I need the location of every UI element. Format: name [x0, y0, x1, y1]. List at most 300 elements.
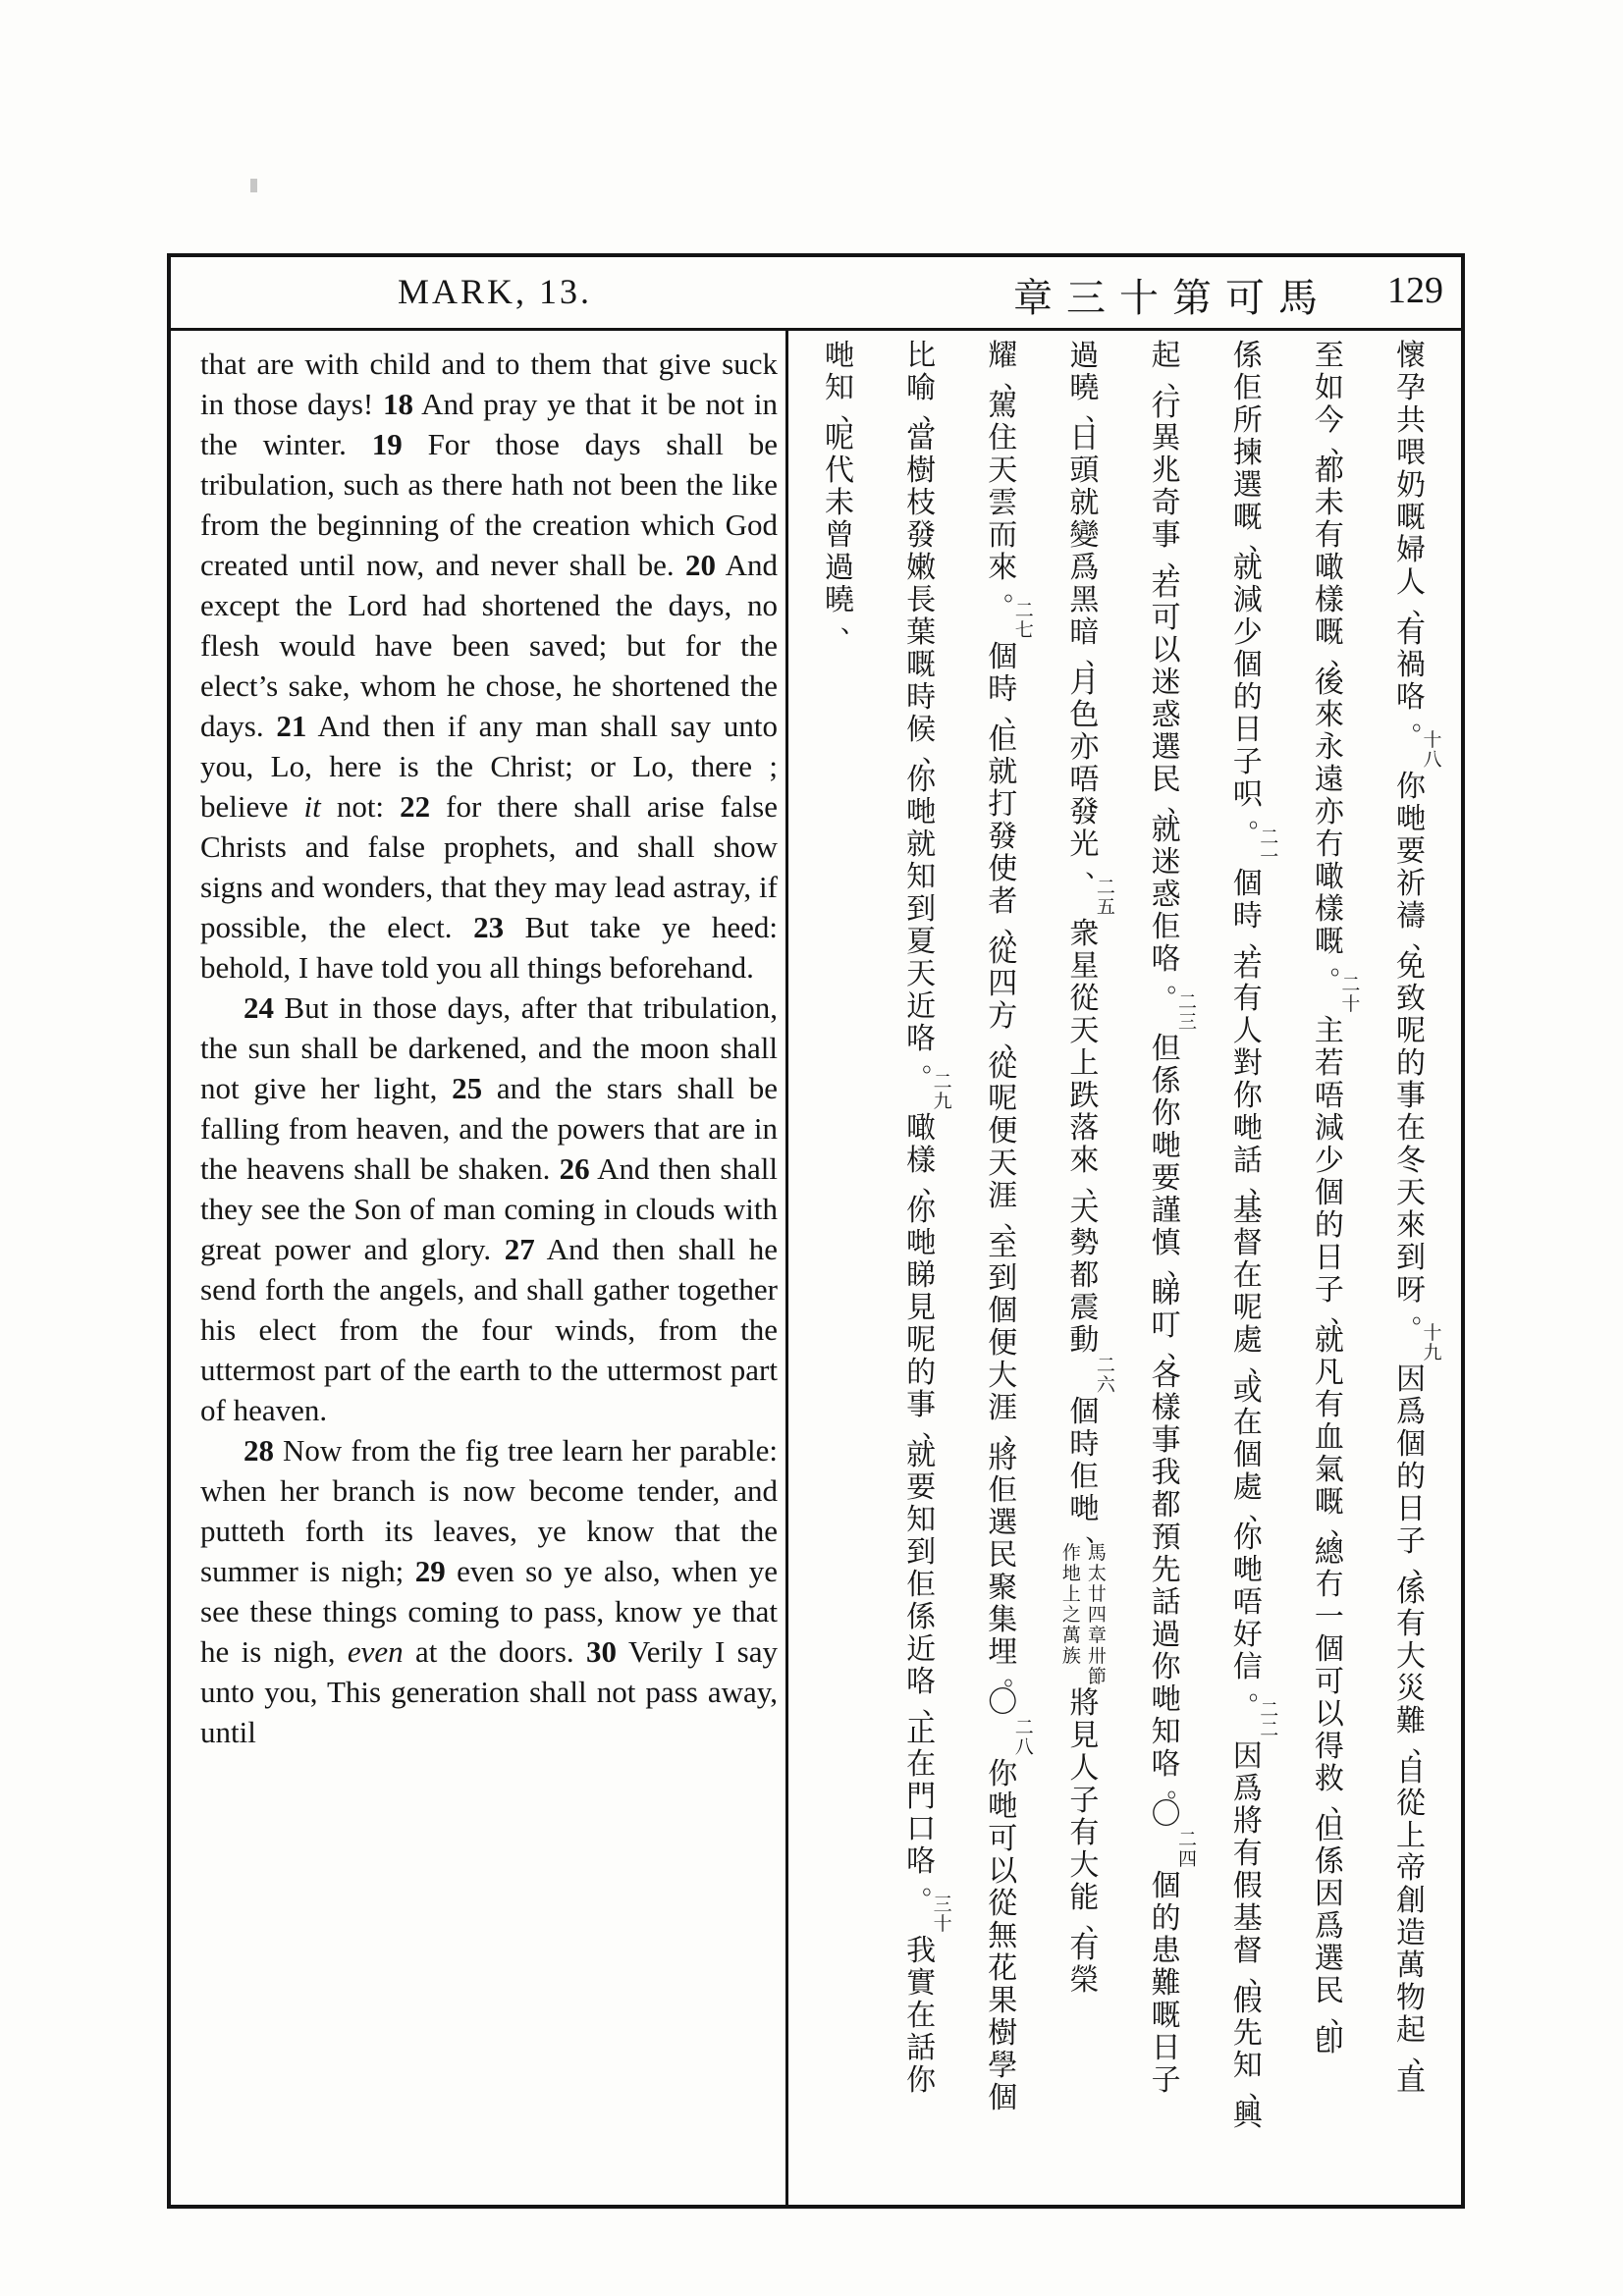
cjk-char: 以: [1314, 1698, 1344, 1731]
cjk-char: 要: [1395, 835, 1426, 868]
cjk-char: 總: [1314, 1536, 1344, 1569]
cjk-char: 衆: [1069, 918, 1100, 950]
cjk-char: 曾: [825, 519, 854, 552]
cjk-char: 天: [1395, 1177, 1426, 1209]
cjk-char: 呢: [988, 1083, 1018, 1115]
cjk-punctuation: 、: [1085, 854, 1111, 882]
cjk-char: 駕: [988, 390, 1018, 422]
cjk-char: 就: [1232, 552, 1263, 584]
cjk-char: 祈: [1395, 868, 1426, 900]
cjk-char: 係: [1395, 1575, 1426, 1608]
cjk-punctuation: 、: [1411, 1731, 1437, 1759]
cjk-char: 日: [1232, 714, 1263, 746]
column-divider-rule: [785, 328, 788, 2205]
verse-text: not:: [320, 789, 401, 824]
verse-marker-char: 二: [1014, 601, 1034, 621]
cjk-char: 亦: [1069, 731, 1100, 764]
cjk-char: 時: [906, 681, 937, 714]
cjk-char: 因: [1314, 1878, 1344, 1910]
cjk-char: 的: [1232, 681, 1263, 714]
verse-number: 22: [400, 789, 431, 824]
verse-number: 28: [243, 1433, 274, 1468]
cjk-char: 迷: [1151, 667, 1181, 699]
cjk-char: 震: [1069, 1292, 1100, 1324]
verse-number: 30: [586, 1634, 618, 1669]
cjk-char: 葉: [906, 616, 937, 649]
verse-text: And then if any man shall say unto you, Lo, here is the Christ; or Lo, there ; believe: [200, 709, 778, 824]
english-text-column: [200, 344, 778, 1752]
cjk-char: 處: [1232, 1471, 1263, 1504]
cjk-punctuation: 、: [839, 610, 866, 638]
cjk-char: 日: [1069, 422, 1100, 454]
cjk-char: 帝: [1395, 1852, 1426, 1885]
cjk-char: 民: [1151, 764, 1181, 796]
cjk-char: 奇: [1151, 487, 1181, 519]
cjk-char: 嘅: [1314, 1486, 1344, 1519]
cjk-char: 樣: [906, 1145, 937, 1177]
cjk-char: 四: [988, 968, 1018, 1000]
cjk-char: 咯: [1395, 681, 1426, 714]
cjk-char: 到: [906, 893, 937, 926]
verse-text: at the doors.: [403, 1634, 587, 1669]
cjk-char: 大: [1395, 1640, 1426, 1673]
cjk-char: 過: [1151, 1619, 1181, 1651]
verse-marker: [1420, 1324, 1451, 1363]
cjk-char: 呀: [1395, 1274, 1426, 1307]
cjk-char: 嘅: [1395, 502, 1426, 534]
cjk-char: 就: [988, 756, 1018, 788]
verse-text: even so ye also, when ye see these things coming to pass, know ye that he is nigh,: [200, 1554, 778, 1669]
cjk-punctuation: 。: [922, 1048, 948, 1077]
cjk-punctuation: 。: [1411, 707, 1437, 735]
verse-marker-char: 三: [933, 1895, 952, 1915]
cjk-char: 有: [1395, 616, 1426, 649]
verse-text: for there shall arise false Christs and false prophets, and shall show signs and wonders, that they may lead astray, if possible, the elect.: [200, 789, 778, 944]
cjk-char: 哋: [1069, 1493, 1100, 1525]
cjk-char: 將: [1232, 1805, 1263, 1838]
verse-marker: [1338, 976, 1370, 1015]
cjk-char: 動: [1069, 1324, 1100, 1357]
cjk-char: 迷: [1151, 846, 1181, 879]
cjk-char: 知: [906, 861, 937, 893]
cjk-punctuation: 、: [839, 398, 866, 426]
verse-text: And then shall they see the Son of man coming in clouds with great power and glory.: [200, 1151, 778, 1266]
cjk-char: 可: [988, 1823, 1018, 1855]
page-number: 129: [1387, 270, 1443, 311]
cjk-char: 呢: [1232, 1292, 1263, 1324]
cjk-char: 從: [988, 1888, 1018, 1920]
cjk-char: 基: [1232, 1902, 1263, 1935]
cjk-char: 過: [1069, 340, 1100, 372]
cjk-char: 日: [1395, 1493, 1426, 1525]
cjk-char: 子: [1395, 1525, 1426, 1558]
cjk-char: 睇: [1151, 1277, 1181, 1309]
cjk-char: 來: [1395, 1209, 1426, 1242]
cjk-char: 婦: [1395, 534, 1426, 566]
cjk-char: 行: [1151, 390, 1181, 422]
cjk-char: 在: [1395, 1112, 1426, 1145]
cjk-punctuation: 、: [1248, 1350, 1274, 1378]
cjk-char: 基: [1232, 1195, 1263, 1227]
cjk-char: 咯: [1151, 943, 1181, 976]
cjk-char: 起: [1395, 2014, 1426, 2047]
cjk-char: 樣: [1314, 584, 1344, 616]
cjk-punctuation: 。: [1248, 1677, 1274, 1705]
note-char: 太: [1087, 1564, 1107, 1584]
verse-marker-char: 十: [1423, 1323, 1442, 1344]
cjk-char: 學: [988, 2050, 1018, 2082]
cjk-char: 先: [1151, 1554, 1181, 1586]
verse-marker: [1420, 731, 1451, 771]
cjk-char: 過: [825, 552, 854, 584]
cjk-char: 有: [1069, 1817, 1100, 1849]
cjk-char: 凡: [1314, 1357, 1344, 1389]
cjk-char: 星: [1069, 950, 1100, 983]
cjk-char: 叮: [1151, 1309, 1181, 1342]
verse-marker-char: 二: [1096, 878, 1115, 898]
cjk-char: 日: [1151, 2032, 1181, 2064]
cjk-char: 或: [1232, 1374, 1263, 1407]
chinese-column: [1044, 340, 1124, 2195]
cjk-char: 子: [1232, 746, 1263, 778]
page-header: [171, 257, 1461, 331]
cjk-char: 便: [988, 1327, 1018, 1360]
cjk-punctuation: 、: [1003, 699, 1030, 727]
verse-text: And except the Lord had shortened the days, no flesh would have been saved; but for the elect’s sake, whom he chose, he shortened the days.: [200, 548, 778, 743]
cjk-char: 以: [988, 1855, 1018, 1888]
cjk-char: 選: [1151, 731, 1181, 764]
cjk-char: 你: [1151, 1651, 1181, 1683]
cjk-char: 噉: [1314, 861, 1344, 893]
cjk-char: 兆: [1151, 454, 1181, 487]
cjk-char: 呮: [1232, 778, 1263, 811]
note-char: 之: [1061, 1605, 1081, 1626]
cjk-punctuation: 、: [1329, 2001, 1356, 2029]
cjk-char: 集: [988, 1604, 1018, 1636]
cjk-char: 爲: [1314, 1910, 1344, 1943]
cjk-char: 近: [906, 990, 937, 1023]
cjk-char: 起: [1151, 340, 1181, 372]
cjk-char: 難: [1395, 1705, 1426, 1737]
cjk-punctuation: 、: [1085, 1907, 1111, 1936]
verse-marker-char: 二: [1260, 1700, 1279, 1721]
note-char: 廿: [1087, 1584, 1107, 1605]
chinese-column: [1371, 340, 1451, 2195]
cjk-char: 佢: [1232, 372, 1263, 404]
cjk-char: 長: [906, 584, 937, 616]
cjk-char: 耀: [988, 340, 1018, 372]
cjk-char: 共: [1395, 404, 1426, 437]
cjk-punctuation: 、: [1248, 1170, 1274, 1199]
cjk-punctuation: 。: [1003, 1662, 1030, 1690]
cjk-punctuation: 、: [922, 398, 948, 426]
cjk-char: 的: [1395, 1047, 1426, 1080]
cjk-char: 發: [988, 821, 1018, 853]
cjk-punctuation: 、: [1085, 1170, 1111, 1199]
cjk-char: 住: [988, 422, 1018, 454]
cjk-punctuation: 、: [922, 739, 948, 768]
cjk-char: 個: [1069, 1396, 1100, 1428]
cjk-char: 救: [1314, 1763, 1344, 1795]
cjk-punctuation: 。: [1329, 951, 1356, 980]
verse-marker: [1011, 602, 1043, 641]
cjk-char: 者: [988, 885, 1018, 918]
note-char: 族: [1061, 1646, 1081, 1667]
cjk-char: 禍: [1395, 649, 1426, 681]
cjk-char: 的: [906, 1357, 937, 1389]
cjk-punctuation: 、: [1166, 365, 1193, 394]
cjk-char: 亦: [1314, 796, 1344, 828]
cjk-char: 有: [1314, 1389, 1344, 1421]
cjk-char: 嘅: [1232, 502, 1263, 534]
cjk-char: 你: [1395, 771, 1426, 803]
cjk-char: 知: [906, 1504, 937, 1536]
cjk-char: 少: [1232, 616, 1263, 649]
verse-marker-char: 三: [1178, 1012, 1198, 1033]
cjk-char: 都: [1314, 454, 1344, 487]
cjk-char: 唔: [1232, 1586, 1263, 1619]
cjk-char: 各: [1151, 1360, 1181, 1392]
cjk-char: 嘅: [1151, 2000, 1181, 2032]
cjk-char: 血: [1314, 1421, 1344, 1454]
cjk-punctuation: 、: [1329, 430, 1356, 458]
note-char: 四: [1087, 1605, 1107, 1626]
cjk-char: 今: [1314, 404, 1344, 437]
cjk-char: 個: [1314, 1633, 1344, 1666]
cjk-punctuation: 。: [1248, 804, 1274, 832]
cjk-char: 子: [1314, 1274, 1344, 1307]
header-english-title: MARK, 13.: [397, 272, 593, 311]
cjk-char: 就: [1069, 487, 1100, 519]
cjk-char: 喂: [1395, 437, 1426, 469]
cjk-char: 天: [988, 454, 1018, 487]
verse-marker-char: 二: [1096, 1356, 1115, 1376]
cjk-char: 哋: [906, 796, 937, 828]
cjk-char: 知: [1151, 1716, 1181, 1748]
cjk-punctuation: 、: [1003, 1417, 1030, 1446]
verse-number: 19: [371, 427, 403, 461]
cjk-char: 你: [906, 2064, 937, 2097]
cjk-char: 變: [1069, 519, 1100, 552]
cjk-punctuation: 、: [1248, 2075, 1274, 2104]
verse-marker-char: 九: [933, 1092, 952, 1112]
cjk-char: 話: [1232, 1145, 1263, 1177]
cjk-char: 落: [1069, 1112, 1100, 1145]
verse-marker-char: 四: [1178, 1849, 1198, 1870]
cjk-char: 都: [1151, 1489, 1181, 1522]
cjk-char: 頭: [1069, 454, 1100, 487]
cjk-char: 氣: [1314, 1454, 1344, 1486]
cjk-char: 大: [988, 1360, 1018, 1392]
cjk-char: 枝: [906, 487, 937, 519]
cjk-char: 個: [1151, 1870, 1181, 1902]
cjk-char: 自: [1395, 1755, 1426, 1788]
english-paragraph: [200, 988, 778, 1430]
cjk-char: 若: [1314, 1047, 1344, 1080]
verse-marker-char: 五: [1096, 897, 1115, 918]
cjk-char: 物: [1395, 1982, 1426, 2014]
cjk-char: 跌: [1069, 1080, 1100, 1112]
chinese-text-columns: [799, 340, 1451, 2195]
note-char: 萬: [1061, 1626, 1081, 1646]
cjk-char: 哋: [906, 1227, 937, 1259]
cjk-char: 減: [1314, 1112, 1344, 1145]
cjk-char: 時: [1069, 1428, 1100, 1461]
verse-marker-char: 八: [1423, 750, 1442, 771]
cjk-char: 曉: [825, 584, 854, 616]
cjk-char: 奶: [1395, 469, 1426, 502]
cjk-char: 可: [1314, 1666, 1344, 1698]
cjk-char: 唔: [1314, 1080, 1344, 1112]
note-char: 地: [1061, 1564, 1081, 1584]
cjk-char: 有: [1314, 519, 1344, 552]
cjk-char: 係: [1232, 340, 1263, 372]
cjk-char: 睇: [906, 1259, 937, 1292]
note-char: 作: [1061, 1543, 1081, 1564]
cjk-char: 係: [1151, 1065, 1181, 1097]
note-subcolumn: [1085, 1543, 1109, 1687]
cjk-char: 噉: [1314, 552, 1344, 584]
cjk-char: 比: [906, 340, 937, 372]
cjk-char: 人: [1395, 566, 1426, 599]
italic-word: it: [303, 789, 321, 824]
cjk-char: 咯: [906, 1023, 937, 1055]
verse-number: 24: [243, 990, 274, 1025]
cjk-char: 色: [1069, 699, 1100, 731]
cjk-char: 便: [988, 1115, 1018, 1148]
verse-text: that are with child and to them that give suck in those days!: [200, 347, 778, 421]
cjk-char: 到: [988, 1262, 1018, 1295]
cjk-char: 從: [1069, 983, 1100, 1015]
cjk-char: 咯: [906, 1845, 937, 1878]
cjk-char: 唔: [1069, 764, 1100, 796]
cjk-punctuation: 、: [1329, 642, 1356, 670]
verse-marker: [1093, 879, 1124, 918]
cjk-char: 呢: [1395, 1015, 1426, 1047]
cjk-char: 所: [1232, 404, 1263, 437]
cjk-char: 就: [906, 1439, 937, 1471]
cjk-char: 知: [825, 372, 854, 404]
cjk-char: 天: [1069, 1195, 1100, 1227]
cjk-char: 天: [906, 958, 937, 990]
cjk-punctuation: 。: [1003, 577, 1030, 606]
cjk-punctuation: 、: [1166, 789, 1193, 818]
cjk-char: 一: [1314, 1601, 1344, 1633]
cjk-char: 你: [1232, 1522, 1263, 1554]
cjk-char: 事: [906, 1389, 937, 1421]
cjk-char: 正: [906, 1716, 937, 1748]
cjk-char: 個: [1395, 1428, 1426, 1461]
cjk-char: 樹: [906, 454, 937, 487]
print-artifact: [250, 179, 257, 192]
cjk-char: 得: [1314, 1731, 1344, 1763]
cjk-char: 要: [906, 1471, 937, 1504]
cjk-char: 假: [1232, 1870, 1263, 1902]
cjk-char: 但: [1151, 1033, 1181, 1065]
verse-marker: [1175, 993, 1207, 1033]
cjk-char: 事: [1151, 519, 1181, 552]
cjk-char: 但: [1314, 1813, 1344, 1845]
cjk-char: 你: [906, 1195, 937, 1227]
cjk-char: 在: [906, 2000, 937, 2032]
cjk-char: 少: [1314, 1145, 1344, 1177]
verse-marker-char: 七: [1014, 620, 1034, 641]
cjk-punctuation: 、: [1411, 926, 1437, 954]
cjk-char: 謹: [1151, 1195, 1181, 1227]
cjk-char: 造: [1395, 1917, 1426, 1949]
verse-marker: [1011, 1719, 1043, 1758]
cjk-punctuation: 、: [1085, 1519, 1111, 1547]
cjk-char: 惑: [1151, 699, 1181, 731]
cjk-char: 永: [1314, 731, 1344, 764]
cjk-char: 埋: [988, 1636, 1018, 1669]
chinese-column: [881, 340, 961, 2195]
cjk-char: 到: [906, 1536, 937, 1569]
cjk-char: 難: [1151, 1967, 1181, 2000]
cjk-char: 的: [1314, 1209, 1344, 1242]
cjk-char: 的: [1395, 1461, 1426, 1493]
note-char: 上: [1061, 1584, 1081, 1605]
cjk-char: 因: [1232, 1740, 1263, 1773]
cjk-char: 上: [1069, 1047, 1100, 1080]
cjk-char: 時: [1232, 900, 1263, 933]
cjk-punctuation: 、: [1329, 1300, 1356, 1328]
cjk-char: 將: [988, 1442, 1018, 1474]
cjk-char: 近: [906, 1633, 937, 1666]
cjk-char: 果: [988, 1985, 1018, 2017]
cjk-char: 在: [906, 1748, 937, 1781]
cjk-punctuation: 、: [1411, 592, 1437, 620]
cjk-char: 至: [1314, 340, 1344, 372]
verse-text: And then shall he send forth the angels, and shall gather together his elect from the four winds, from the uttermost part of the earth to the uttermost part of heaven.: [200, 1232, 778, 1427]
cjk-char: 來: [988, 552, 1018, 584]
chinese-column: [799, 340, 880, 2195]
cjk-char: 係: [1314, 1845, 1344, 1878]
cjk-char: 致: [1395, 983, 1426, 1015]
cjk-char: 人: [1232, 1015, 1263, 1047]
cjk-char: 發: [906, 519, 937, 552]
cjk-char: 至: [988, 1230, 1018, 1262]
cjk-char: 未: [825, 487, 854, 519]
cjk-char: 來: [1314, 699, 1344, 731]
cjk-char: 冇: [1314, 828, 1344, 861]
cjk-char: 代: [825, 454, 854, 487]
cjk-char: 從: [1395, 1788, 1426, 1820]
verse-marker-char: 六: [1096, 1375, 1115, 1396]
cjk-char: 惑: [1151, 879, 1181, 911]
cjk-punctuation: 。: [922, 1871, 948, 1899]
cjk-char: 爲: [1232, 1773, 1263, 1805]
cjk-char: 要: [1151, 1162, 1181, 1195]
cjk-punctuation: 、: [1003, 365, 1030, 394]
verse-marker: [1257, 828, 1288, 868]
cjk-char: 若: [1151, 569, 1181, 602]
cjk-char: 天: [988, 1148, 1018, 1180]
cjk-punctuation: 。: [1411, 1300, 1437, 1328]
cjk-char: 你: [988, 1758, 1018, 1790]
verse-number: 21: [276, 709, 307, 743]
cjk-char: 涯: [988, 1180, 1018, 1212]
cjk-char: 榮: [1069, 1964, 1100, 1997]
cjk-char: 卽: [1314, 2025, 1344, 2057]
verse-text: For those days shall be tribulation, such as there hath not been the like from the beginning of the creation which God created until now, and never shall be.: [200, 427, 778, 582]
verse-marker: [1093, 1357, 1124, 1396]
cjk-punctuation: 、: [1003, 911, 1030, 939]
cjk-char: 佢: [1069, 1461, 1100, 1493]
cjk-char: 能: [1069, 1882, 1100, 1914]
cjk-punctuation: 、: [1411, 1551, 1437, 1579]
cjk-char: 遠: [1314, 764, 1344, 796]
